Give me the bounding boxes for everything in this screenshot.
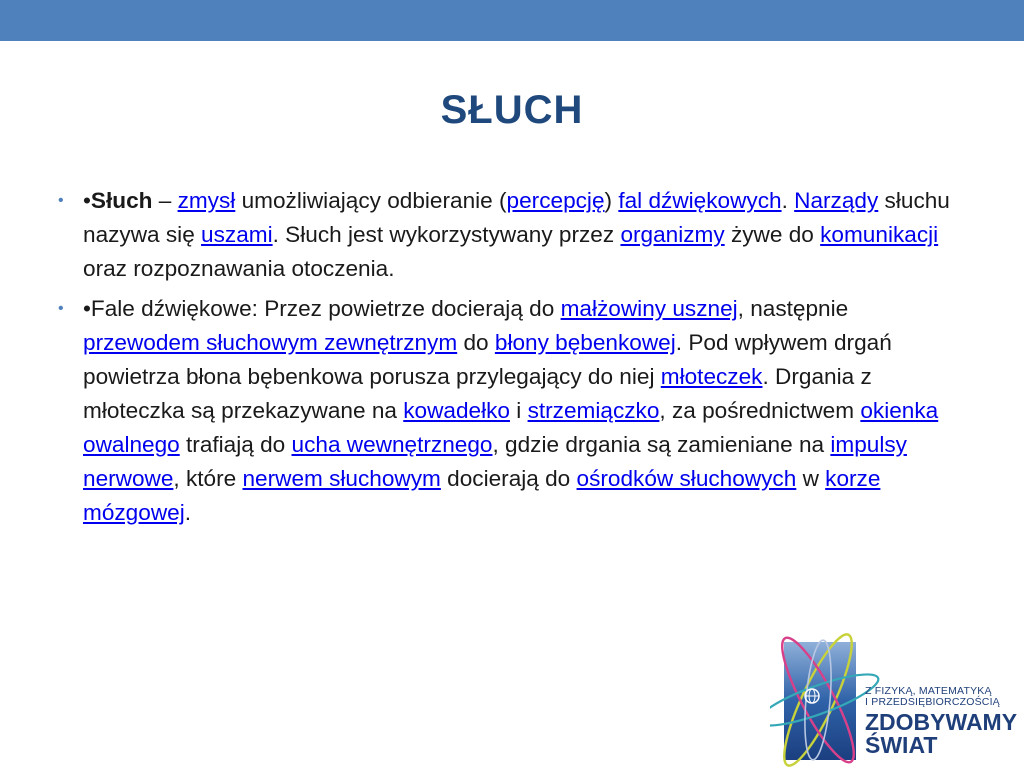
text-run: docierają do xyxy=(440,466,577,491)
term-link[interactable]: okienka owalnego xyxy=(83,398,939,457)
term-bold: Słuch xyxy=(90,188,153,213)
term-link[interactable]: ucha wewnętrznego xyxy=(291,432,493,457)
text-run: . Drgania z młoteczka są przekazywane na xyxy=(83,364,872,423)
logo-tagline-2: I PRZEDSIĘBIORCZOŚCIĄ xyxy=(865,696,1000,708)
text-run: , za pośrednictwem xyxy=(659,398,861,423)
logo-title-1: ZDOBYWAMY xyxy=(865,709,1018,735)
term-link[interactable]: Narządy xyxy=(794,188,879,213)
text-run: żywe do xyxy=(724,222,821,247)
term-link[interactable]: kowadełko xyxy=(403,398,510,423)
term-link[interactable]: strzemiączko xyxy=(527,398,660,423)
bullet-item xyxy=(58,292,963,530)
text-run: , które xyxy=(173,466,243,491)
text-run: . Słuch jest wykorzystywany przez xyxy=(272,222,621,247)
text-run: . Pod wpływem drgań powietrza błona bębenkowa porusza przylegający do niej xyxy=(83,330,892,389)
logo-tagline-1: Z FIZYKĄ, MATEMATYKĄ xyxy=(865,685,992,697)
text-run: , następnie xyxy=(737,296,849,321)
term-link[interactable]: błony bębenkowej xyxy=(494,330,676,355)
text-run: ) xyxy=(604,188,619,213)
text-run: , gdzie drgania są zamieniane na xyxy=(492,432,831,457)
bullet-text xyxy=(83,296,938,525)
term-link[interactable]: przewodem słuchowym zewnętrznym xyxy=(83,330,458,355)
bullet-text xyxy=(83,188,950,281)
term-link[interactable]: korze mózgowej xyxy=(83,466,881,525)
term-link[interactable]: percepcję xyxy=(506,188,605,213)
text-run: . xyxy=(781,188,795,213)
text-run: •Fale dźwiękowe: Przez powietrze docierają do xyxy=(83,296,561,321)
text-run: w xyxy=(796,466,826,491)
bullet-marker-icon: • xyxy=(58,192,64,209)
term-link[interactable]: komunikacji xyxy=(820,222,939,247)
text-run: • xyxy=(83,188,91,213)
term-link[interactable]: zmysł xyxy=(177,188,236,213)
term-link[interactable]: organizmy xyxy=(620,222,725,247)
term-link[interactable]: młoteczek xyxy=(660,364,763,389)
bullet-marker-icon: • xyxy=(58,300,64,317)
term-link[interactable]: małżowiny usznej xyxy=(560,296,738,321)
text-run: słuchu nazywa się xyxy=(83,188,950,247)
bullet-list xyxy=(58,184,963,536)
text-run: – xyxy=(152,188,178,213)
logo-title-2: ŚWIAT xyxy=(865,732,938,758)
term-link[interactable]: nerwem słuchowym xyxy=(242,466,441,491)
text-run: umożliwiający odbieranie ( xyxy=(235,188,507,213)
text-run: do xyxy=(457,330,495,355)
slide-title: SŁUCH xyxy=(440,88,584,132)
term-link[interactable]: ośrodków słuchowych xyxy=(576,466,797,491)
term-link[interactable]: impulsy nerwowe xyxy=(83,432,907,491)
term-link[interactable]: uszami xyxy=(201,222,273,247)
text-run: oraz rozpoznawania otoczenia. xyxy=(83,256,395,281)
text-run: trafiają do xyxy=(179,432,292,457)
project-logo xyxy=(770,622,1024,768)
text-run: . xyxy=(184,500,191,525)
top-accent-bar xyxy=(0,0,1024,41)
term-link[interactable]: fal dźwiękowych xyxy=(618,188,782,213)
bullet-item xyxy=(58,184,963,286)
text-run: i xyxy=(510,398,528,423)
